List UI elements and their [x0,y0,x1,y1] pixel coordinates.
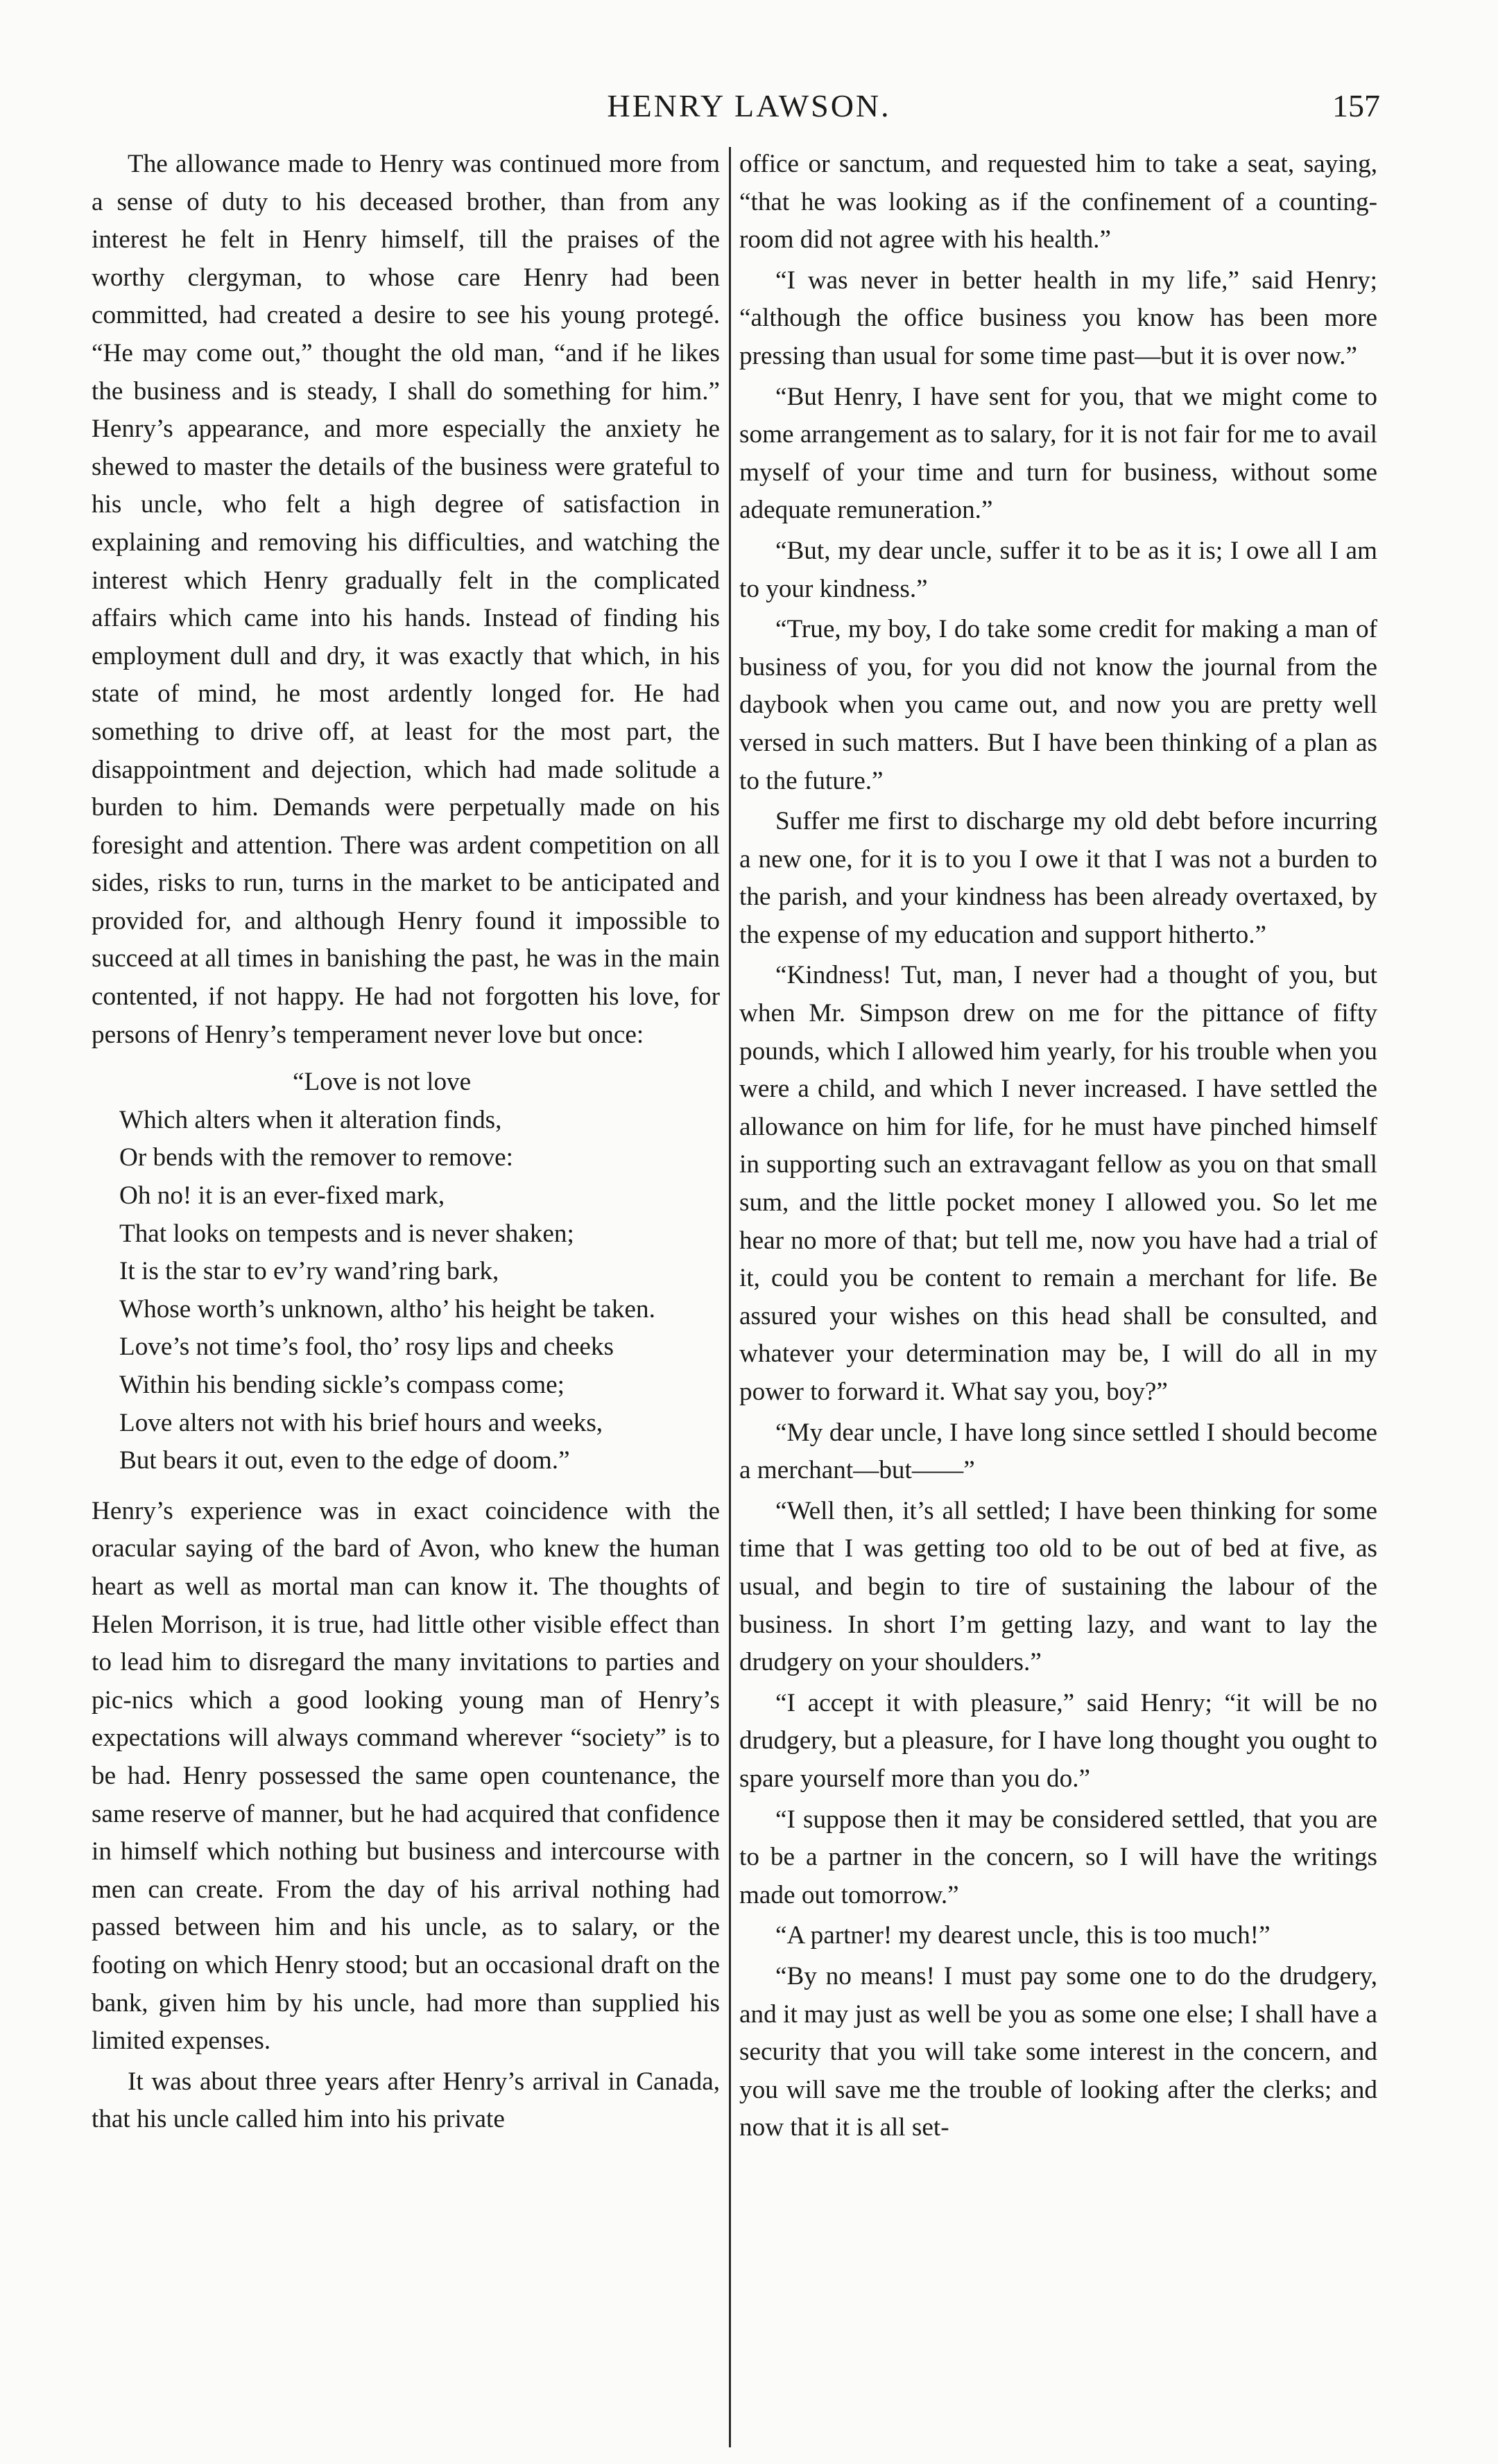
verse-line: Which alters when it alteration finds, [119,1105,502,1134]
verse-line: Love’s not time’s fool, tho’ rosy lips and cheeks [119,1333,614,1362]
left-paragraph-3: It was about three years after Henry’s arrival in Canada, that his uncle called him into his private [92,2067,720,2134]
verse-line: It is the star to ev’ry wand’ring bark, [119,1257,499,1286]
verse-line: Within his bending sickle’s compass come; [119,1371,565,1399]
left-column [92,146,720,2454]
verse-line: Oh no! it is an ever-fixed mark, [119,1181,445,1211]
right-paragraph: “I was never in better health in my life,” said Henry; “although the office business you know has been more pressing than usual for some time past—but it is over now.” [739,266,1377,370]
right-paragraph: “I accept it with pleasure,” said Henry; “it will be no drudgery, but a pleasure, for I have long thought you ought to spare yourself more than you do.” [739,1688,1377,1793]
verse-line: Whose worth’s unknown, altho’ his height be taken. [119,1294,655,1324]
verse-line: Love alters not with his brief hours and weeks, [119,1408,603,1437]
right-paragraph: “Well then, it’s all settled; I have been thinking for some time that I was getting too old to be out of bed at five, as usual, and begin to tire of sustaining the labour of the business. In short I’m getting lazy, and want to lay the drudgery on your shoulders.” [739,1496,1377,1677]
right-paragraph: “By no means! I must pay some one to do the drudgery, and it may just as well be you as some one else; I shall have a security that you will take some interest in the concern, and you will save me the trouble of looking after the clerks; and now that it is all set- [739,1961,1377,2142]
right-paragraph: “A partner! my dearest uncle, this is too much!” [775,1921,1271,1950]
right-paragraph: “My dear uncle, I have long since settled I should become a merchant—but——” [739,1418,1377,1485]
right-paragraph: Suffer me first to discharge my old debt before incurring a new one, for it is to you I owe it that I was not a burden to the parish, and your kindness has been already overtaxed, by the expense of my education and support hitherto.” [739,807,1377,949]
right-paragraph: “But Henry, I have sent for you, that we might come to some arrangement as to salary, for it is not fair for me to avail myself of your time and turn for business, without some adequate remuneration.” [739,382,1377,525]
page-number: 157 [1332,88,1380,123]
right-paragraph: “I suppose then it may be considered settled, that you are to be a partner in the concern, so I will have the writings made out tomorrow.” [739,1805,1377,1909]
column-divider-rule [729,147,731,2447]
left-paragraph-2: Henry’s experience was in exact coincidence with the oracular saying of the bard of Avon, who knew the human heart as well as mortal man can know it. The thoughts of Helen Morrison, it is true, had little other visible effect than to lead him to disregard the many invitations to parties and pic-nics which a good looking young man of Henry’s expectations will always command wherever “society” is to be had. Henry possessed the same open countenance, the same reserve of manner, but he had acquired that confidence in himself which nothing but business and intercourse with men can create. From the day of his arrival nothing had passed between him and his uncle, as to salary, or the footing on which Henry stood; but an occasional draft on the bank, given him by his uncle, had more than supplied his limited expenses. [92,1496,720,2056]
verse-line: Or bends with the remover to remove: [119,1143,513,1172]
right-paragraph: “Kindness! Tut, man, I never had a thought of you, but when Mr. Simpson drew on me for the pittance of fifty pounds, which I allowed him yearly, for his trouble when you were a child, and which I never increased. I have settled the allowance on him for life, for he must have pinched himself in supporting such an extravagant fellow as you on that small sum, and the little pocket money I allowed you. So let me hear no more of that; but tell me, now you have had a trial of it, could you be content to remain a merchant for life. Be assured your wishes on this head shall be consulted, and whatever your determination may be, I will do all in my power to forward it. What say you, boy?” [739,961,1377,1406]
left-paragraph-1: The allowance made to Henry was continued more from a sense of duty to his deceased brother, than from any interest he felt in Henry himself, till the praises of the worthy clergyman, to whose care Henry had been committed, had created a desire to see his young protegé. “He may come out,” thought the old man, “and if he likes the business and is steady, I shall do something for him.” Henry’s appearance, and more especially the anxiety he shewed to master the details of the business were grateful to his uncle, who felt a high degree of satisfaction in explaining and removing his difficulties, and watching the interest which Henry gradually felt in the complicated affairs which came into his hands. Instead of finding his employment dull and dry, it was exactly that which, in his state of mind, he most ardently longed for. He had something to drive off, at least for the most part, the disappointment and dejection, which had made solitude a burden to him. Demands were perpetually made on his foresight and attention. There was ardent competition on all sides, risks to run, turns in the market to be anticipated and provided for, and although Henry found it impossible to succeed at all times in banishing the past, he was in the main contented, if not happy. He had not forgotten his love, for persons of Henry’s temperament never love but once: [92,150,720,1049]
right-paragraph: “True, my boy, I do take some credit for making a man of business of you, for you did not know the journal from the daybook when you came out, and now you are pretty well versed in such matters. But I have been thinking of a plan as to the future.” [739,615,1377,795]
right-column [739,146,1377,2454]
verse-line: “Love is not love [293,1068,472,1097]
right-paragraph: office or sanctum, and requested him to take a seat, saying, “that he was looking as if the confinement of a counting-room did not agree with his health.” [739,150,1377,254]
verse-line: That looks on tempests and is never shaken; [119,1219,574,1248]
verse-line: But bears it out, even to the edge of doom.” [119,1446,570,1475]
right-paragraph: “But, my dear uncle, suffer it to be as it is; I owe all I am to your kindness.” [739,536,1377,603]
running-head-title: HENRY LAWSON. [607,88,891,123]
shakespeare-verse [119,1064,720,1480]
